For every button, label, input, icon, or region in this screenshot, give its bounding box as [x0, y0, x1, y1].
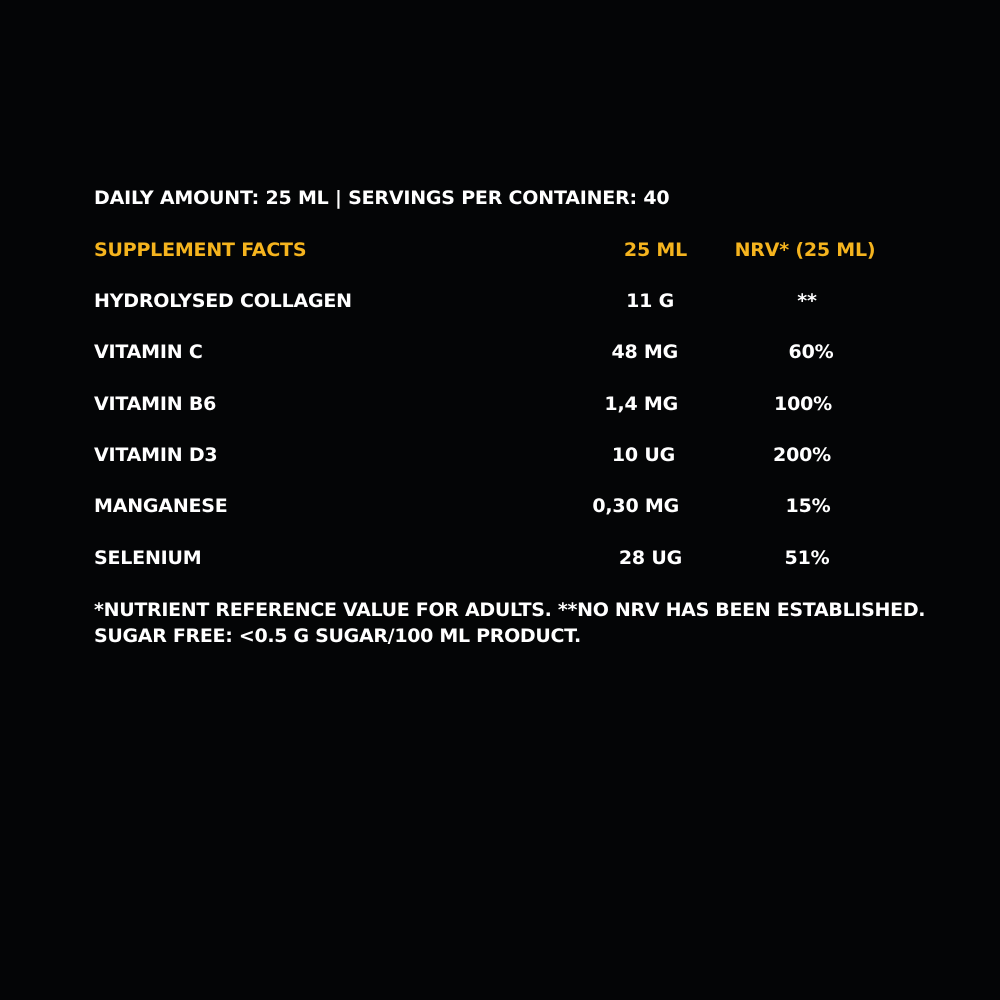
nutrient-nrv: 15%	[785, 495, 831, 517]
table-row	[0, 340, 1000, 364]
table-row	[0, 289, 1000, 313]
nutrient-nrv: 51%	[784, 547, 830, 569]
table-row	[0, 443, 1000, 467]
nutrient-name: HYDROLYSED COLLAGEN	[94, 290, 352, 312]
footnotes	[94, 597, 925, 649]
nutrient-amount: 1,4 MG	[604, 393, 678, 415]
serving-info: DAILY AMOUNT: 25 ML | SERVINGS PER CONTAINER: 40	[94, 187, 670, 209]
nutrient-nrv: 200%	[773, 444, 831, 466]
table-row	[0, 546, 1000, 570]
nutrient-nrv: 100%	[774, 393, 832, 415]
nutrient-amount: 28 UG	[618, 547, 682, 569]
footnote-nrv: *NUTRIENT REFERENCE VALUE FOR ADULTS. **NO NRV HAS BEEN ESTABLISHED.	[94, 599, 926, 621]
nutrient-name: VITAMIN B6	[94, 393, 217, 415]
nutrient-nrv: 60%	[788, 341, 834, 363]
header-amount: 25 ML	[623, 239, 687, 261]
table-row	[0, 392, 1000, 416]
nutrient-amount: 48 MG	[611, 341, 678, 363]
header-nrv: NRV* (25 ML)	[734, 239, 876, 261]
header-title: SUPPLEMENT FACTS	[94, 239, 307, 261]
nutrient-name: SELENIUM	[94, 547, 202, 569]
nutrient-nrv: **	[797, 290, 817, 312]
nutrient-amount: 0,30 MG	[592, 495, 679, 517]
footnote-sugar: SUGAR FREE: <0.5 G SUGAR/100 ML PRODUCT.	[94, 625, 581, 647]
nutrient-amount: 10 UG	[611, 444, 675, 466]
nutrient-name: MANGANESE	[94, 495, 228, 517]
table-row	[0, 494, 1000, 518]
nutrient-name: VITAMIN D3	[94, 444, 218, 466]
nutrient-name: VITAMIN C	[94, 341, 203, 363]
nutrient-amount: 11 G	[626, 290, 674, 312]
table-header	[0, 238, 1000, 262]
